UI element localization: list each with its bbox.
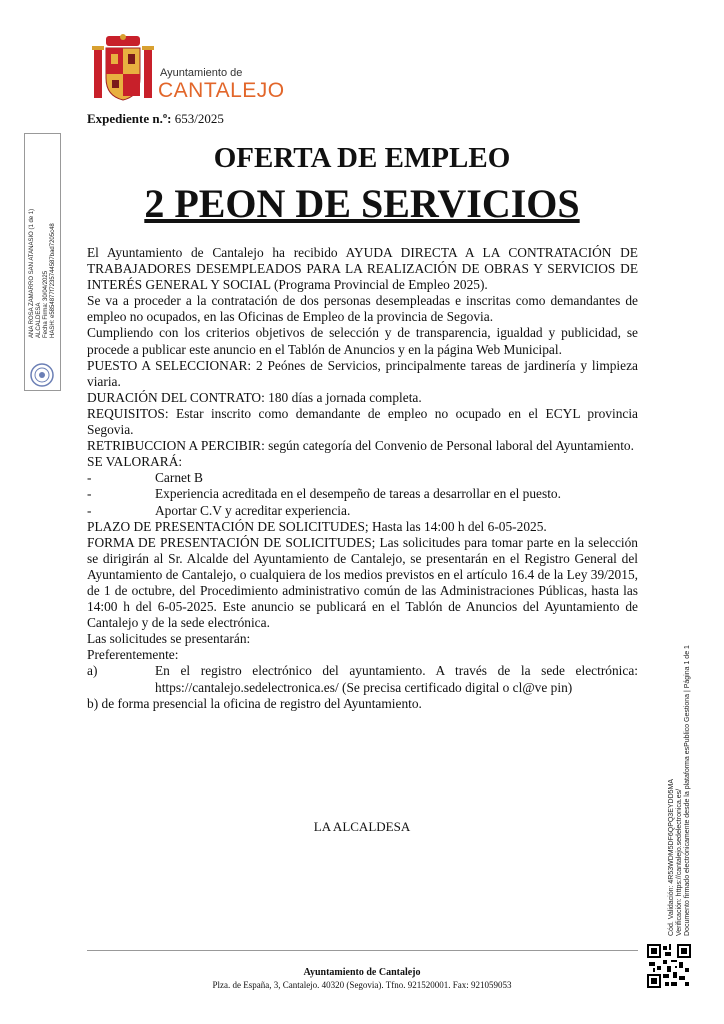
option-b-text: b) de forma presencial la oficina de registro del Ayuntamiento. [87,695,422,711]
expediente-value: 653/2025 [174,111,224,126]
bullet-marker: - [87,486,92,502]
document-body [87,245,638,712]
paragraph-puesto: PUESTO A SELECCIONAR: 2 Peónes de Servicios, principalmente tareas de jardinería y limpieza viaria. [87,357,638,389]
bullet-marker: - [87,502,92,518]
paragraph-ayuda: El Ayuntamiento de Cantalejo ha recibido AYUDA DIRECTA A LA CONTRATACIÓN DE TRABAJADORES DESEMPLEADOS PARA LA REALIZACIÓN DE OBRAS Y SERVICIOS DE INTERÉS GENERAL Y SOCIAL (Programa Provincial de Empleo 2025). [87,245,638,293]
paragraph-requisitos: REQUISITOS: Estar inscrito como demandante de empleo no ocupado en el ECYL provincia Segovia. [87,405,638,438]
footer-divider [87,950,638,951]
paragraph-valorara: SE VALORARÁ: [87,454,183,470]
paragraph-criterios: Cumpliendo con los criterios objetivos de selección y de transparencia, igualdad y publicidad, se procede a publicar este anuncio en el Tablón de Anuncios y en la página Web Municipal. [87,325,638,357]
right-sidebar-line2: Verificación: https://cantalejo.sedelectronica.es/ [676,788,683,936]
bullet-text: Carnet B [155,470,203,486]
list-item [87,663,638,695]
signature: LA ALCALDESA [313,819,411,834]
paragraph-duracion: DURACIÓN DEL CONTRATO: 180 días a jornada completa. [87,389,422,405]
left-sidebar-line4: HASH: e5854877f7235744587bad7205c48 [50,223,56,338]
paragraph-preferentemente: Preferentemente: [87,647,179,663]
logo-line2: CANTALEJO [158,79,285,102]
paragraph-presentaran: Las solicitudes se presentarán: [87,631,251,647]
expediente [87,111,224,127]
left-sidebar-line3: Fecha Firma: 30/04/2025 [43,270,49,338]
seal-icon [29,362,55,388]
left-sidebar-line2: ALCALDESA [36,302,42,338]
list-item [87,486,638,502]
paragraph-contratacion: Se va a proceder a la contratación de dos personas desempleadas e inscritas como demandantes de empleo no ocupados, en las Oficinas de Empleo de la provincia de Segovia. [87,293,638,325]
bullet-text: Experiencia acreditada en el desempeño de tareas a desarrollar en el puesto. [155,486,561,502]
paragraph-plazo: PLAZO DE PRESENTACIÓN DE SOLICITUDES; Hasta las 14:00 h del 6-05-2025. [87,518,547,534]
option-a-text: En el registro electrónico del ayuntamiento. A través de la sede electrónica: https://cantalejo.sedelectronica.es/ (Se precisa certificado digital o cl@ve pin) [155,663,638,695]
left-sidebar-line1: ANA ROSA ZAMARRO SAN ATANASIO (1 de 1) [29,208,35,338]
paragraph-retribucion: RETRIBUCCION A PERCIBIR: según categoría del Convenio de Personal laboral del Ayuntamiento. [87,438,634,454]
bullet-marker: - [87,470,92,486]
footer-address: Plza. de España, 3, Cantalejo. 40320 (Segovia). Tfno. 921520001. Fax: 921059053 [212,980,512,990]
right-sidebar-line1: Cód. Validación: 4R53WDM5DF6QPQ3EYDD5MA [668,778,675,936]
logo-line1: Ayuntamiento de [160,67,243,79]
expediente-label: Expediente n.º: [87,111,172,126]
option-a-marker: a) [87,663,98,679]
right-sidebar-line3: Documento firmado electrónicamente desde la plataforma esPublico Gestiona | Página 1 de 1 [684,645,691,936]
page-title: OFERTA DE EMPLEO [213,142,511,174]
page-subtitle: 2 PEON DE SERVICIOS [144,181,580,226]
paragraph-forma: FORMA DE PRESENTACIÓN DE SOLICITUDES; Las solicitudes para tomar parte en la selección se dirigirán al Sr. Alcalde del Ayuntamiento de Cantalejo, se presentarán en el Registro General del Ayuntamiento de Cantalejo, o cualquiera de los medios previstos en el artículo 16.4 de la Ley 39/2015, de 1 de octubre, del Procedimiento administrativo común de las Administraciones Públicas, hasta las 14:00 h del 6-05-2025. Este anuncio se publicará en el Tablón de Anuncios del Ayuntamiento de Cantalejo y de la sede electrónica. [87,534,638,631]
list-item [87,470,638,486]
footer-name: Ayuntamiento de Cantalejo [303,967,421,978]
list-item [87,503,638,519]
qr-code-icon [647,944,691,988]
bullet-text: Aportar C.V y acreditar experiencia. [155,502,351,518]
